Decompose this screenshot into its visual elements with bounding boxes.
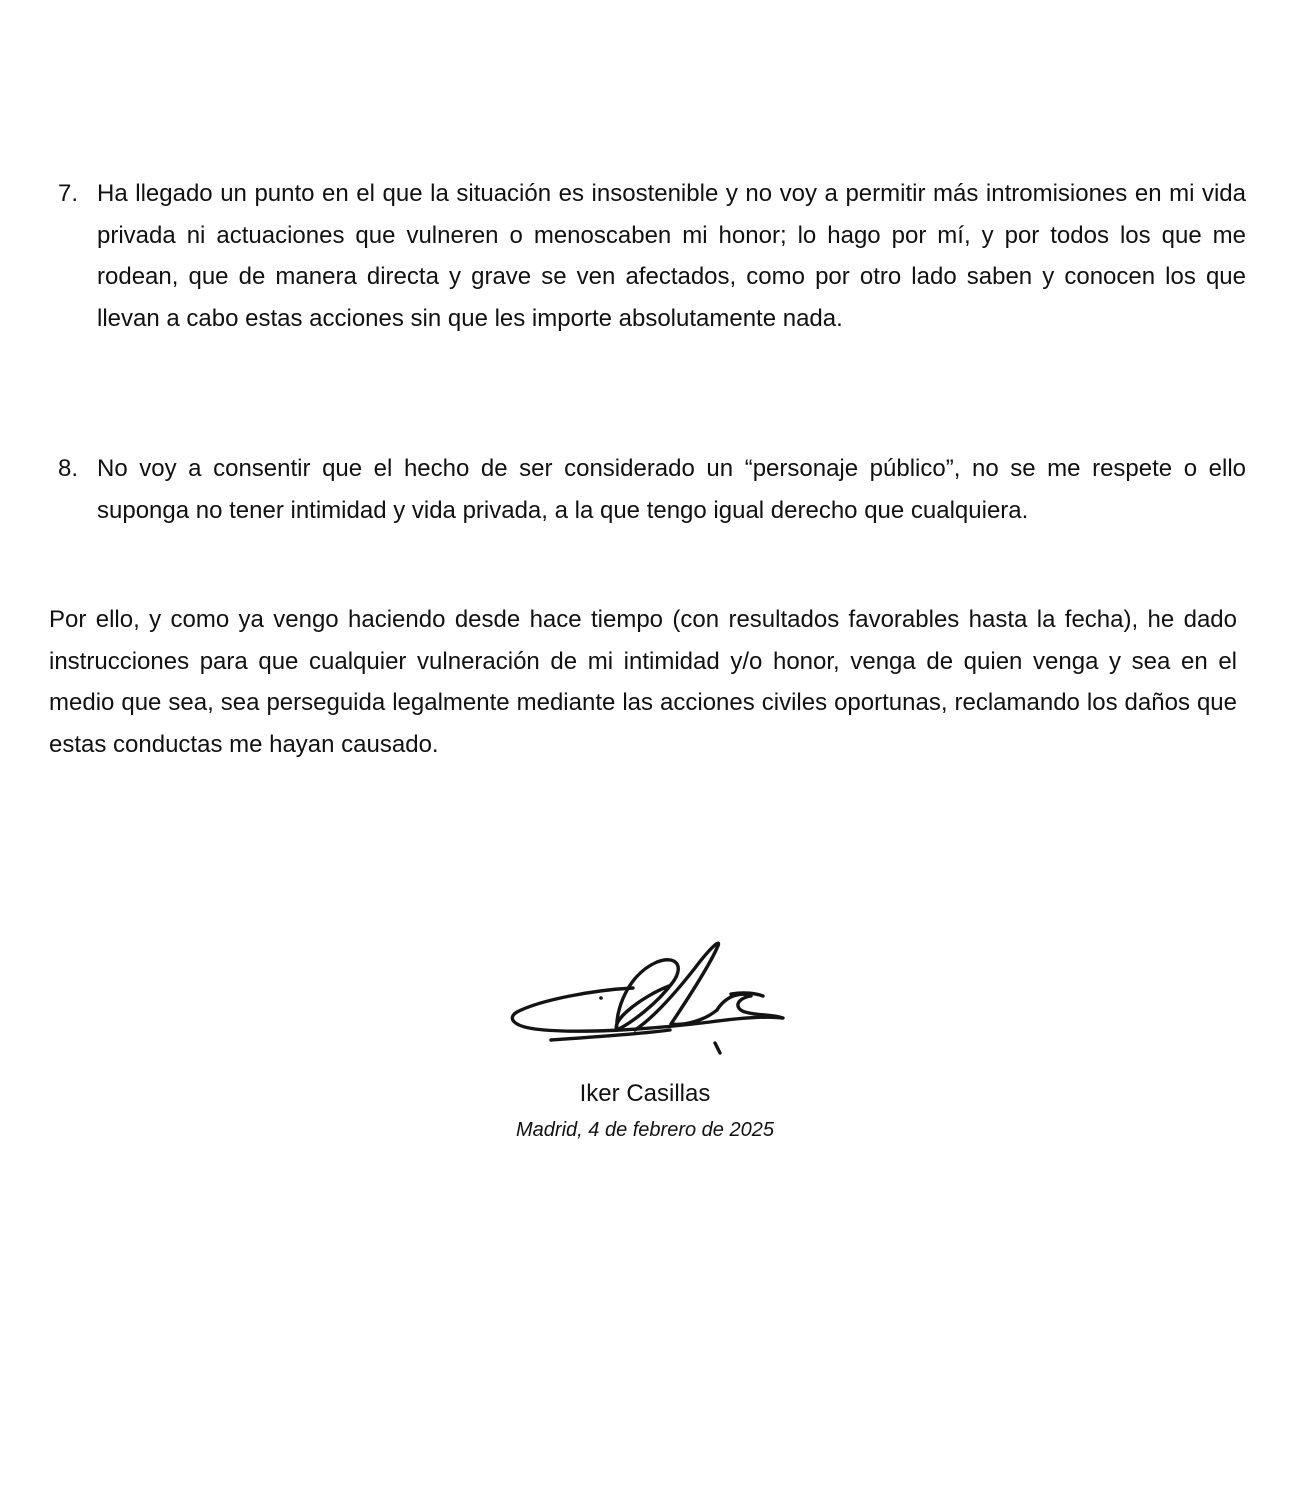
signer-name: Iker Casillas — [579, 1080, 711, 1107]
signature-icon — [505, 930, 790, 1060]
numbered-item-8 — [58, 448, 1246, 531]
item-number: 7. — [58, 180, 79, 207]
closing-paragraph: Por ello, y como ya vengo haciendo desde hace tiempo (con resultados favorables hasta la fecha), he dado instrucciones para que cualquier vulneración de mi intimidad y/o honor, venga de quien venga y sea en el medio que sea, sea perseguida legalmente mediante las acciones civiles oportunas, reclamando los daños que estas conductas me hayan causado. — [49, 606, 1237, 758]
item-text: Ha llegado un punto en el que la situación es insostenible y no voy a permitir más intromisiones en mi vida privada ni actuaciones que vulneren o menoscaben mi honor; lo hago por mí, y por todos los que me rodean, que de manera directa y grave se ven afectados, como por otro lado saben y conocen los que llevan a cabo estas acciones sin que les importe absolutamente nada. — [97, 180, 1246, 332]
numbered-item-7 — [58, 173, 1246, 339]
item-text: No voy a consentir que el hecho de ser considerado un “personaje público”, no se me respete o ello suponga no tener intimidad y vida privada, a la que tengo igual derecho que cualquiera. — [97, 455, 1246, 524]
item-number: 8. — [58, 455, 79, 482]
signature-place-date: Madrid, 4 de febrero de 2025 — [516, 1119, 774, 1141]
